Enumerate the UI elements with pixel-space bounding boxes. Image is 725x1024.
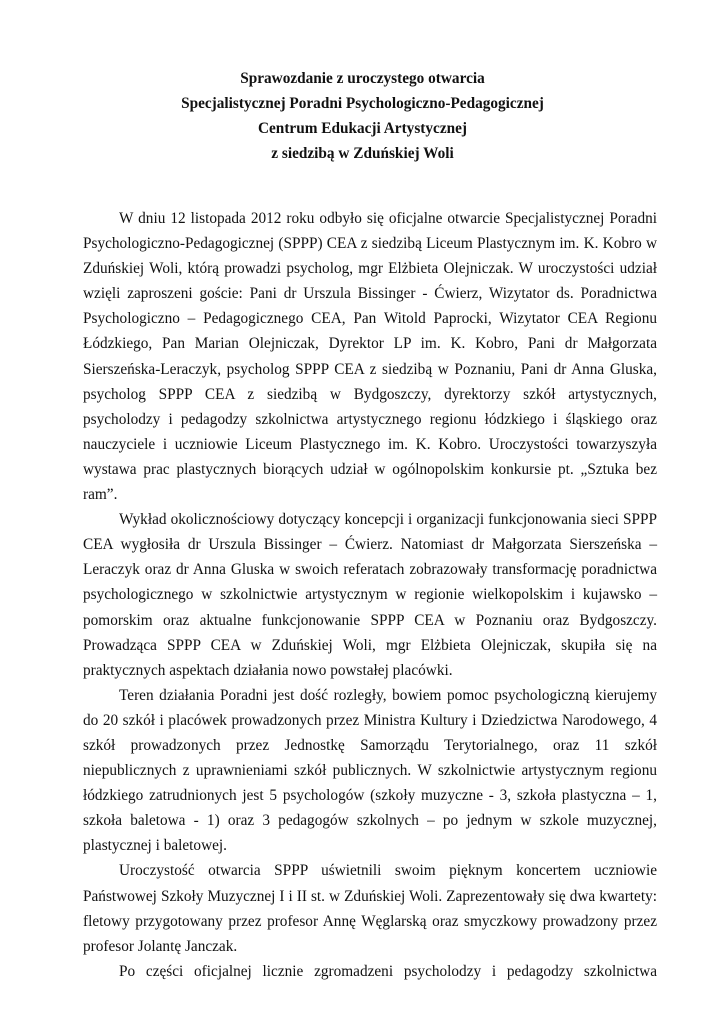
paragraph-closing: Po części oficjalnej licznie zgromadzeni psycholodzy i pedagodzy szkolnictwa [119, 962, 657, 980]
report-body [83, 206, 657, 984]
paragraph-scope: Teren działania Poradni jest dość rozległy, bowiem pomoc psychologiczną kierujemy do 20 szkół i placówek prowadzonych przez Ministra Kultury i Dziedzictwa Narodowego, 4 szkół prowadzonych przez Jednostkę Samorządu Terytorialnego, oraz 11 szkół niepublicznych z uprawnieniami szkół publicznych. W szkolnictwie artystycznym regionu łódzkiego zatrudnionych jest 5 psychologów (szkoły muzyczne - 3, szkoła plastyczna – 1, szkoła baletowa - 1) oraz 3 pedagogów szkolnych – po jednym w szkole muzycznej, plastycznej i baletowej. [83, 686, 657, 855]
report-title [0, 66, 725, 166]
title-line-2: Specjalistycznej Poradni Psychologiczno-Pedagogicznej [181, 95, 544, 112]
paragraph-lecture: Wykład okolicznościowy dotyczący koncepcji i organizacji funkcjonowania sieci SPPP CEA wygłosiła dr Urszula Bissinger – Ćwierz. Natomiast dr Małgorzata Sierszeńska – Leraczyk oraz dr Anna Gluska w swoich referatach zobrazowały transformację poradnictwa psychologicznego w szkolnictwie artystycznym w regionie wielkopolskim i kujawsko – pomorskim oraz aktualne funkcjonowanie SPPP CEA w Poznaniu oraz Bydgoszczy. Prowadząca SPPP CEA w Zduńskiej Woli, mgr Elżbieta Olejniczak, skupiła się na praktycznych aspektach działania nowo powstałej placówki. [83, 511, 657, 679]
paragraph-concert: Uroczystość otwarcia SPPP uświetnili swoim pięknym koncertem uczniowie Państwowej Szkoły Muzycznej I i II st. w Zduńskiej Woli. Zaprezentowały się dwa kwartety: fletowy przygotowany przez profesor Annę Węglarską oraz smyczkowy prowadzony przez profesor Jolantę Janczak. [83, 862, 657, 955]
title-line-3: Centrum Edukacji Artystycznej [257, 120, 468, 137]
paragraph-opening: W dniu 12 listopada 2012 roku odbyło się oficjalne otwarcie Specjalistycznej Poradni Psychologiczno-Pedagogicznej (SPPP) CEA z siedzibą Liceum Plastycznym im. K. Kobro w Zduńskiej Woli, którą prowadzi psycholog, mgr Elżbieta Olejniczak. W uroczystości udział wzięli zaproszeni goście: Pani dr Urszula Bissinger - Ćwierz, Wizytator ds. Poradnictwa Psychologiczno – Pedagogicznego CEA, Pan Witold Paprocki, Wizytator CEA Regionu Łódzkiego, Pan Marian Olejniczak, Dyrektor LP im. K. Kobro, Pani dr Małgorzata Sierszeńska-Leraczyk, psycholog SPPP CEA z siedzibą w Poznaniu, Pani dr Anna Gluska, psycholog SPPP CEA z siedzibą w Bydgoszczy, dyrektorzy szkół artystycznych, psycholodzy i pedagodzy szkolnictwa artystycznego regionu łódzkiego i śląskiego oraz nauczyciele i uczniowie Liceum Plastycznego im. K. Kobro. Uroczystości towarzyszyła wystawa prac plastycznych biorących udział w ogólnopolskim konkursie pt. „Sztuka bez ram”. [83, 210, 657, 504]
title-line-4: z siedzibą w Zduńskiej Woli [271, 145, 454, 162]
title-line-1: Sprawozdanie z uroczystego otwarcia [240, 70, 485, 87]
